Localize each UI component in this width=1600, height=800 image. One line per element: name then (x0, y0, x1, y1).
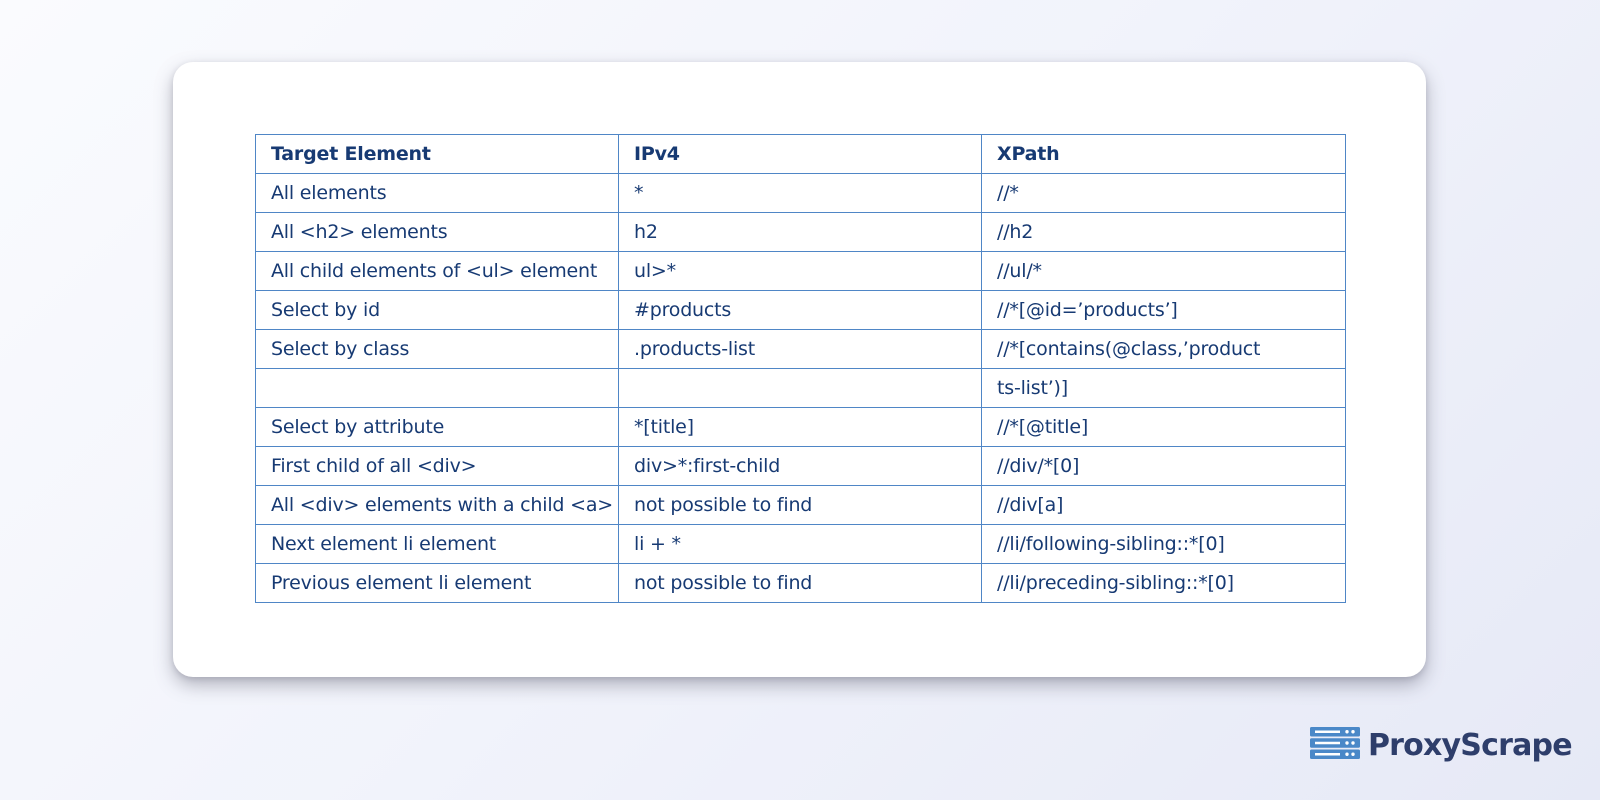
brand-logo (1310, 727, 1572, 763)
table-row (256, 408, 1346, 447)
cell-xpath: //div[a] (982, 486, 1346, 525)
table-row (256, 330, 1346, 369)
content-card (173, 62, 1426, 677)
header-xpath: XPath (982, 135, 1346, 174)
cell-target: All child elements of <ul> element (256, 252, 619, 291)
cell-ipv4: ul>* (619, 252, 982, 291)
cell-xpath: //* (982, 174, 1346, 213)
cell-ipv4 (619, 369, 982, 408)
cell-ipv4: .products-list (619, 330, 982, 369)
table-row (256, 447, 1346, 486)
cell-ipv4: * (619, 174, 982, 213)
cell-ipv4: not possible to find (619, 486, 982, 525)
server-stack-icon (1310, 727, 1360, 763)
table-row (256, 174, 1346, 213)
brand-name: ProxyScrape (1368, 727, 1572, 763)
cell-ipv4: #products (619, 291, 982, 330)
cell-ipv4: *[title] (619, 408, 982, 447)
table-row (256, 252, 1346, 291)
table-row (256, 564, 1346, 603)
cell-target (256, 369, 619, 408)
cell-target: Previous element li element (256, 564, 619, 603)
cell-target: Select by id (256, 291, 619, 330)
cell-target: Next element li element (256, 525, 619, 564)
cell-ipv4: li + * (619, 525, 982, 564)
cell-ipv4: div>*:first-child (619, 447, 982, 486)
table-row (256, 486, 1346, 525)
cell-ipv4: h2 (619, 213, 982, 252)
table-header-row (256, 135, 1346, 174)
selector-comparison-table (255, 134, 1346, 603)
cell-ipv4: not possible to find (619, 564, 982, 603)
cell-xpath: ts-list’)] (982, 369, 1346, 408)
cell-xpath: //div/*[0] (982, 447, 1346, 486)
cell-target: Select by class (256, 330, 619, 369)
cell-target: All elements (256, 174, 619, 213)
cell-target: First child of all <div> (256, 447, 619, 486)
cell-target: All <div> elements with a child <a> (256, 486, 619, 525)
cell-xpath: //li/following-sibling::*[0] (982, 525, 1346, 564)
cell-xpath: //*[@title] (982, 408, 1346, 447)
header-target-element: Target Element (256, 135, 619, 174)
table-row (256, 213, 1346, 252)
cell-xpath: //*[contains(@class,’product (982, 330, 1346, 369)
cell-xpath: //h2 (982, 213, 1346, 252)
table-row (256, 369, 1346, 408)
cell-target: Select by attribute (256, 408, 619, 447)
cell-xpath: //*[@id=’products’] (982, 291, 1346, 330)
cell-xpath: //li/preceding-sibling::*[0] (982, 564, 1346, 603)
table-row (256, 291, 1346, 330)
cell-xpath: //ul/* (982, 252, 1346, 291)
table-row (256, 525, 1346, 564)
cell-target: All <h2> elements (256, 213, 619, 252)
header-ipv4: IPv4 (619, 135, 982, 174)
